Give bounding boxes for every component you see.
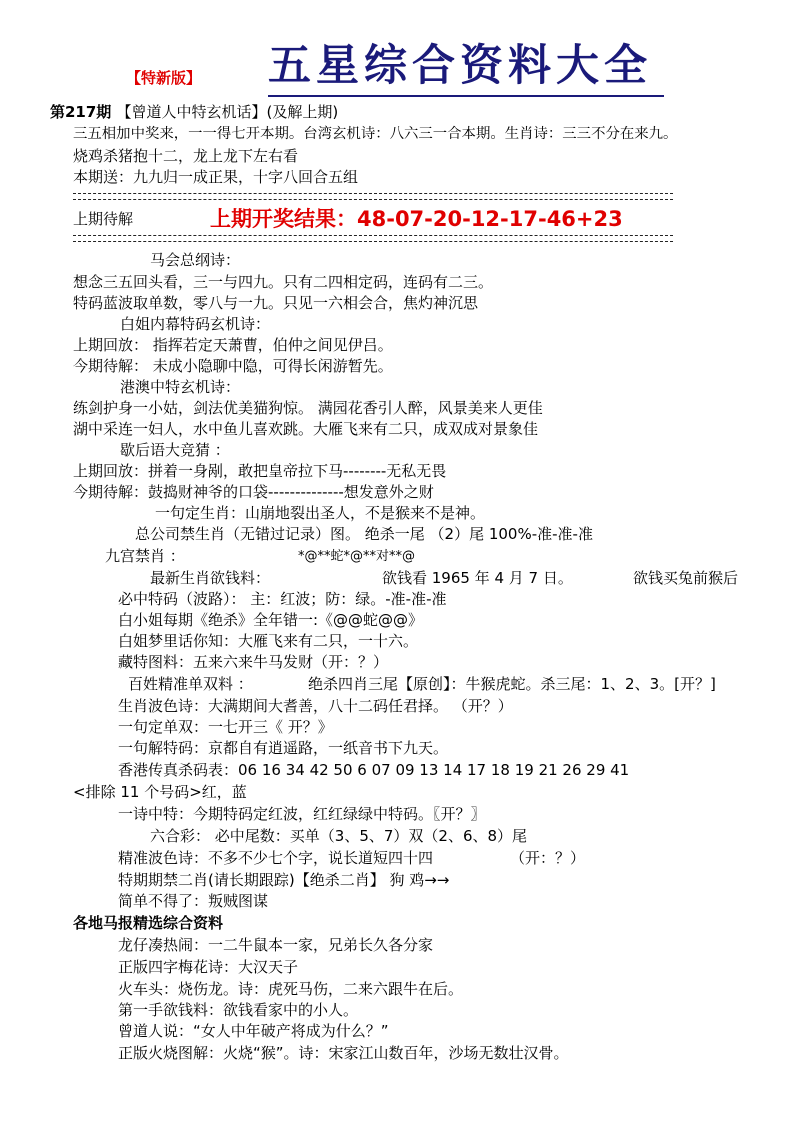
edition-tag: 【特新版】 <box>126 69 202 87</box>
text-line: 第一手欲钱料：欲钱看家中的小人。 <box>118 1001 359 1019</box>
title-underline <box>268 95 664 97</box>
text-line: 特期期禁二肖(请长期跟踪)【绝杀二肖】 狗 鸡→→ <box>118 871 450 889</box>
text-line: 马会总纲诗： <box>150 251 241 269</box>
text-line: 上期回放： 指挥若定天萧曹，伯仲之间见伊吕。 <box>73 336 393 354</box>
text-line: 一句定单双：一七开三《 开？》 <box>118 718 333 736</box>
intro-line: 烧鸡杀猪抱十二，龙上龙下左右看 <box>73 147 299 165</box>
last-result-label: 上期待解 <box>73 210 134 228</box>
text-line: 六合彩： 必中尾数：买单（3、5、7）双（2、6、8）尾 <box>150 827 528 845</box>
text-line: 生肖波色诗：大满期间大耆善，八十二码任君择。 （开？） <box>118 697 513 715</box>
separator <box>73 193 673 200</box>
text-line: <排除 11 个号码>红，蓝 <box>73 783 247 801</box>
text-line: 湖中采连一妇人，水中鱼儿喜欢跳。大雁飞来有二只，成双成对景象佳 <box>73 420 539 438</box>
text-line: 龙仔凑热闹：一二牛鼠本一家，兄弟长久各分家 <box>118 936 434 954</box>
text-line: 白小姐每期《绝杀》全年错一:《@@蛇@@》 <box>118 611 424 629</box>
issue-line <box>50 102 338 123</box>
text-line: 欲钱买兔前猴后 <box>633 569 739 587</box>
text-line: 今期待解：鼓捣财神爷的口袋--------------想发意外之财 <box>73 483 434 501</box>
text-line: 精准波色诗：不多不少七个字，说长道短四十四 <box>118 849 434 867</box>
text-line: 练剑护身一小姑，剑法优美猫狗惊。 满园花香引人醉，风景美来人更佳 <box>73 399 543 417</box>
intro-line: 本期送：九九归一成正果，十字八回合五组 <box>73 168 359 186</box>
text-line: 最新生肖欲钱料： <box>150 569 271 587</box>
text-line: 总公司禁生肖（无错过记录）图。 绝杀一尾 （2）尾 100%-准-准-准 <box>135 525 593 543</box>
text-line: 必中特码（波路）： 主：红波；防：绿。-准-准-准 <box>118 590 447 608</box>
text-line: 火车头：烧伤龙。诗：虎死马伤，二来六跟牛在后。 <box>118 980 464 998</box>
separator <box>73 235 673 242</box>
text-line: 白姐内幕特码玄机诗： <box>120 315 271 333</box>
text-line: 百姓精准单双料 ： <box>128 675 253 693</box>
text-line: 歇后语大竞猜 ： <box>120 441 230 459</box>
text-line: 想念三五回头看，三一与四九。只有二四相定码，连码有二三。 <box>73 273 494 291</box>
text-line: 上期回放：拼着一身剐，敢把皇帝拉下马--------无私无畏 <box>73 462 447 480</box>
issue-subtitle: 【曾道人中特玄机话】(及解上期) <box>116 103 339 121</box>
text-line: 特码蓝波取单数，零八与一九。只见一六相会合，焦灼神沉思 <box>73 294 479 312</box>
text-line: 正版火烧图解：火烧“猴”。诗：宋家江山数百年，沙场无数壮汉骨。 <box>118 1044 569 1062</box>
page-title: 五星综合资料大全 <box>268 41 652 91</box>
section-heading: 各地马报精选综合资料 <box>73 914 224 932</box>
text-line: 绝杀四肖三尾【原创】：牛猴虎蛇。杀三尾：1、2、3。[开？] <box>308 675 716 693</box>
text-line: 香港传真杀码表：06 16 34 42 50 6 07 09 13 14 17 18 19 21 26 29 41 <box>118 761 630 779</box>
text-line: 藏特图料：五来六来牛马发财（开：？） <box>118 653 389 671</box>
intro-line: 三五相加中奖来，一一得七开本期。台湾玄机诗：八六三一合本期。生肖诗：三三不分在来九。 <box>73 126 678 142</box>
last-result: 上期开奖结果：48-07-20-12-17-46+23 <box>210 207 623 231</box>
text-line: 今期待解： 未成小隐聊中隐，可得长闲游暂先。 <box>73 357 393 375</box>
text-line: （开：？） <box>510 849 586 867</box>
issue-number: 第217期 <box>50 103 112 121</box>
text-line: 白姐梦里话你知：大雁飞来有二只，一十六。 <box>118 632 419 650</box>
text-line: *@**蛇*@**对**@ <box>298 549 416 564</box>
text-line: 一句解特码：京都自有逍遥路，一纸音书下九天。 <box>118 739 449 757</box>
text-line: 九宫禁肖 ： <box>105 547 185 565</box>
text-line: 曾道人说：“女人中年破产将成为什么？” <box>118 1022 389 1040</box>
text-line: 简单不得了：叛贼图谋 <box>118 892 269 910</box>
text-line: 港澳中特玄机诗： <box>120 378 241 396</box>
text-line: 正版四字梅花诗：大汉天子 <box>118 958 299 976</box>
text-line: 欲钱看 1965 年 4 月 7 日。 <box>382 569 573 587</box>
text-line: 一诗中特：今期特码定红波，红红绿绿中特码。〖开？〗 <box>118 805 486 823</box>
text-line: 一句定生肖：山崩地裂出圣人，不是猴来不是神。 <box>155 504 486 522</box>
